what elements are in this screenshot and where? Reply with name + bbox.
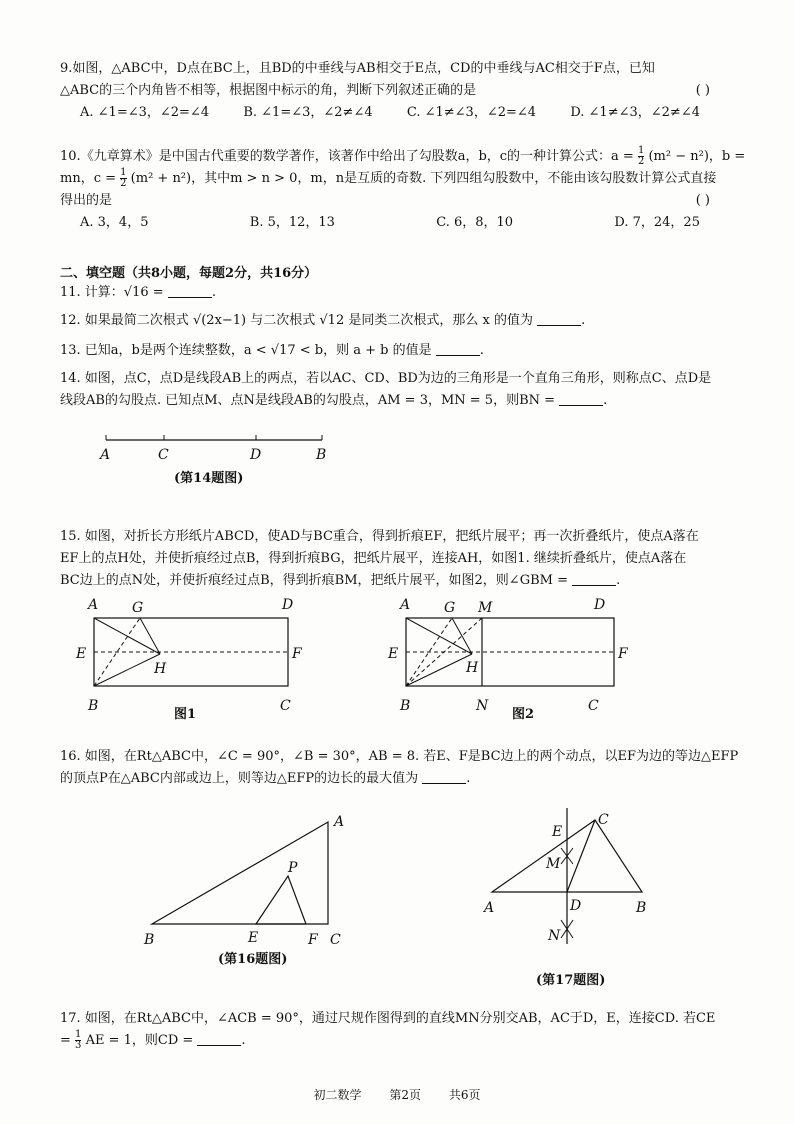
question-9 <box>60 58 760 124</box>
label-a: A <box>334 814 345 830</box>
label-d: D <box>570 898 582 914</box>
page-footer <box>0 1086 794 1103</box>
footer-subject: 初二数学 <box>313 1088 362 1102</box>
q10-option-d: D. 7，24，25 <box>614 215 700 230</box>
label-f: F <box>618 646 628 662</box>
q14-blank[interactable] <box>559 391 603 406</box>
label-d: D <box>250 447 262 463</box>
question-10 <box>60 146 760 234</box>
footer-total: 共6页 <box>448 1088 481 1102</box>
label-c: C <box>598 812 609 828</box>
q17-fraction: $\frac{1}{3}$ <box>75 1029 82 1051</box>
q14-figure <box>90 428 350 502</box>
line-bh <box>406 654 472 686</box>
q10-fraction-c: $\frac{1}{2}$ <box>120 167 127 189</box>
label-m: M <box>546 856 561 872</box>
label-d: D <box>282 597 294 613</box>
q11-blank[interactable] <box>168 283 212 298</box>
label-a: A <box>100 447 111 463</box>
fig1-caption: 图1 <box>174 707 197 722</box>
question-16: 16. 如图，在Rt△ABC中，∠C = 90°，∠B = 30°，AB = 8. 若E、F是BC边上的两个动点，以EF为边的等边△EFP 的顶点P在△ABC内部或边上，则等边△EFP的边长的最大值为 . <box>60 746 760 790</box>
label-a: A <box>88 597 99 613</box>
q15-figure-1 <box>74 592 314 732</box>
q10-option-b: B. 5，12，13 <box>249 215 335 230</box>
label-b: B <box>144 932 155 948</box>
q9-options <box>60 102 700 124</box>
footer-page: 第2页 <box>389 1088 421 1102</box>
q14-line1: 14. 如图，点C，点D是线段AB上的两点，若以AC、CD、BD为边的三角形是一个直角三角形，则称点C、点D是 <box>60 371 712 386</box>
question-11: 11. 计算：√16 = . <box>60 285 216 300</box>
triangle-efp <box>256 876 306 924</box>
q10-option-c: C. 6，8，10 <box>436 215 514 230</box>
segment-cd <box>567 820 595 892</box>
q15-blank[interactable] <box>572 571 616 586</box>
label-f: F <box>308 932 318 948</box>
label-c: C <box>330 932 341 948</box>
q17-caption: (第17题图) <box>536 973 606 988</box>
q17-blank[interactable] <box>197 1031 241 1046</box>
label-m: M <box>478 600 493 616</box>
q10-line3: 得出的是 <box>60 193 113 208</box>
label-c: C <box>280 698 291 714</box>
q9-answer-paren: ( ) <box>695 83 710 98</box>
label-h: H <box>154 661 167 677</box>
q9-stem-line1: 9.如图，△ABC中，D点在BC上，且BD的中垂线与AB相交于E点，CD的中垂线与AC相交于F点，已知 <box>60 61 655 76</box>
q14-caption: (第14题图) <box>174 471 244 486</box>
q15-figure-2 <box>386 592 626 732</box>
q9-option-b: B. ∠1=∠3，∠2≠∠4 <box>243 105 373 120</box>
label-n: N <box>476 698 489 714</box>
label-a: A <box>400 597 411 613</box>
question-13: 13. 已知a，b是两个连续整数，a < √17 < b，则 a + b 的值是 . <box>60 343 484 358</box>
q13-blank[interactable] <box>436 341 480 356</box>
label-c: C <box>588 698 599 714</box>
q9-option-a: A. ∠1=∠3，∠2=∠4 <box>80 105 210 120</box>
label-b: B <box>400 698 411 714</box>
label-g: G <box>444 600 456 616</box>
q17-figure <box>476 806 676 994</box>
q15-line2: EF上的点H处，并使折痕经过点B，得到折痕BG，把纸片展平，连接AH，如图1. 继续折叠纸片，使点A落在 <box>60 551 687 566</box>
label-e: E <box>552 824 563 840</box>
q16-figure <box>134 808 364 976</box>
label-f: F <box>292 646 302 662</box>
question-17 <box>60 1008 760 1052</box>
label-b: B <box>316 447 327 463</box>
q16-line1: 16. 如图，在Rt△ABC中，∠C = 90°，∠B = 30°，AB = 8. 若E、F是BC边上的两个动点，以EF为边的等边△EFP <box>60 749 739 764</box>
q10-options <box>60 212 700 234</box>
label-b: B <box>88 698 99 714</box>
q14-line2: 线段AB的勾股点. 已知点M、点N是线段AB的勾股点，AM = 3，MN = 5，则BN = <box>60 393 556 408</box>
q9-option-c: C. ∠1≠∠3，∠2=∠4 <box>406 105 537 120</box>
label-e: E <box>76 646 87 662</box>
q15-line1: 15. 如图，对折长方形纸片ABCD，使AD与BC重合，得到折痕EF，把纸片展平；再一次折叠纸片，使点A落在 <box>60 529 699 544</box>
q10-line2: mn，c = $\frac{1}{2}$ (m² + n²)，其中m > n > 0，m，n是互质的奇数. 下列四组勾股数中，不能由该勾股数计算公式直接 <box>60 167 717 189</box>
label-p: P <box>288 860 298 876</box>
q9-option-d: D. ∠1≠∠3，∠2≠∠4 <box>570 105 700 120</box>
label-g: G <box>132 600 144 616</box>
label-e: E <box>388 646 399 662</box>
label-e: E <box>248 930 259 946</box>
label-h: H <box>466 660 479 676</box>
question-12: 12. 如果最简二次根式 √(2x−1) 与二次根式 √12 是同类二次根式，那么 x 的值为 . <box>60 313 586 328</box>
triangle-abc <box>152 822 328 924</box>
label-c: C <box>158 447 169 463</box>
q10-option-a: A. 3，4，5 <box>80 215 149 230</box>
q17-line1: 17. 如图，在Rt△ABC中，∠ACB = 90°，通过尺规作图得到的直线MN分别交AB，AC于D，E，连接CD. 若CE <box>60 1011 716 1026</box>
fig2-caption: 图2 <box>512 707 535 722</box>
section-2-heading: 二、填空题（共8小题，每题2分，共16分） <box>60 266 318 281</box>
q16-line2: 的顶点P在△ABC内部或边上，则等边△EFP的边长的最大值为 <box>60 771 419 786</box>
q17-line2: = $\frac{1}{3}$ AE = 1，则CD = . <box>60 1029 246 1051</box>
q9-stem-line2: △ABC的三个内角皆不相等，根据图中标示的角，判断下列叙述正确的是 <box>60 83 477 98</box>
line-bh <box>94 654 160 686</box>
q10-answer-paren: ( ) <box>695 193 710 208</box>
q16-blank[interactable] <box>422 769 466 784</box>
q12-blank[interactable] <box>537 311 581 326</box>
label-d: D <box>594 597 606 613</box>
question-15: 15. 如图，对折长方形纸片ABCD，使AD与BC重合，得到折痕EF，把纸片展平；再一次折叠纸片，使点A落在 EF上的点H处，并使折痕经过点B，得到折痕BG，把纸片展平，连接AH，如图1. 继续折叠纸片，使点A落在 BC边上的点N处，并使折痕经过点B，得到折痕BM，把纸片展平，如图2，则∠GBM = . <box>60 526 760 592</box>
q15-line3: BC边上的点N处，并使折痕经过点B，得到折痕BM，把纸片展平，如图2，则∠GBM = <box>60 573 568 588</box>
label-n: N <box>548 928 561 944</box>
q16-caption: (第16题图) <box>218 952 288 967</box>
q10-line1: 10.《九章算术》是中国古代重要的数学著作，该著作中给出了勾股数a，b，c的一种计算公式：a = $\frac{1}{2}$ (m² − n²)，b = <box>60 145 746 167</box>
label-b: B <box>636 900 647 916</box>
question-14: 14. 如图，点C，点D是线段AB上的两点，若以AC、CD、BD为边的三角形是一个直角三角形，则称点C、点D是 线段AB的勾股点. 已知点M、点N是线段AB的勾股点，AM = 3，MN = 5，则BN = . <box>60 368 760 412</box>
q10-fraction-a: $\frac{1}{2}$ <box>637 145 645 167</box>
label-a: A <box>484 900 495 916</box>
